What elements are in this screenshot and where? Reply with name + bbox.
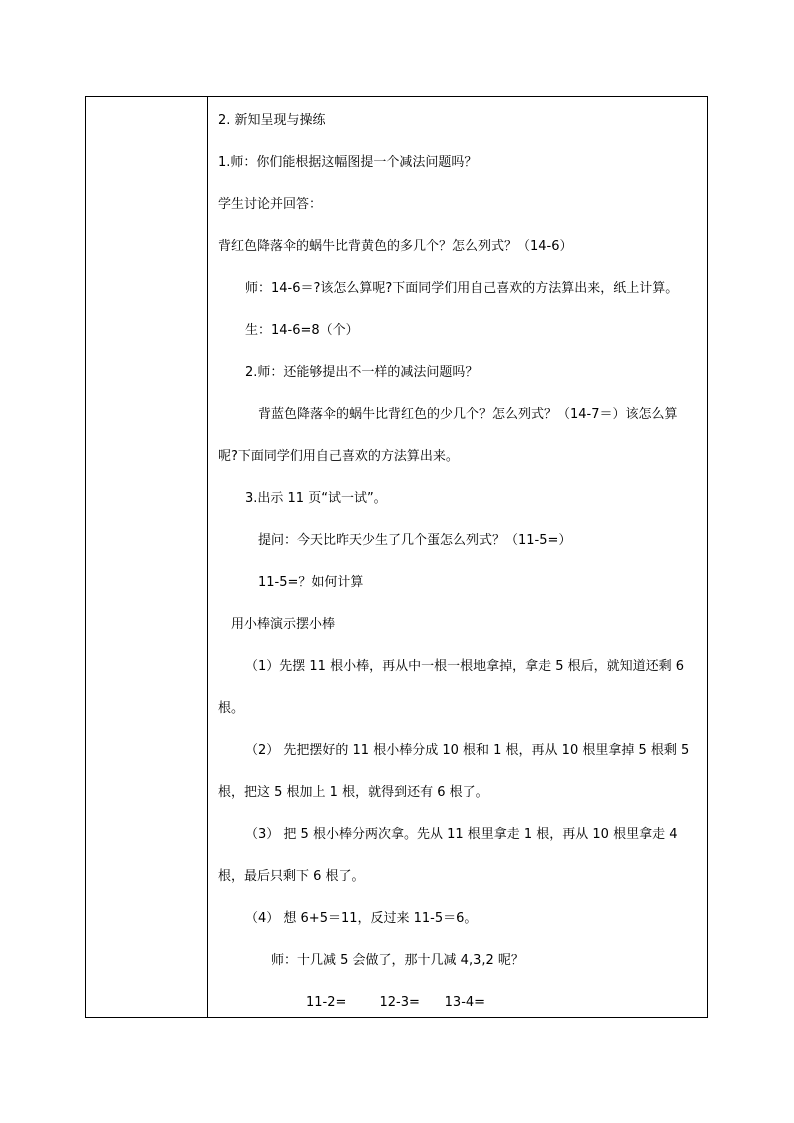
text-line: （3） 把 5 根小棒分两次拿。先从 11 根里拿走 1 根，再从 10 根里拿走 4: [245, 827, 678, 842]
text-line: （2） 先把摆好的 11 根小棒分成 10 根和 1 根，再从 10 根里拿掉 5 根剩 5: [245, 743, 690, 758]
text-line: 根，最后只剩下 6 根了。: [218, 869, 365, 884]
text-line: 学生讨论并回答：: [218, 197, 323, 212]
lesson-table: [85, 96, 708, 1018]
text-line: （1）先摆 11 根小棒，再从中一根一根地拿掉，拿走 5 根后，就知道还剩 6: [245, 659, 685, 674]
text-line: 3.出示 11 页“试一试”。: [245, 491, 387, 506]
text-line: （4） 想 6+5＝11，反过来 11-5＝6。: [245, 911, 478, 926]
text-line: 1.师：你们能根据这幅图提一个减法问题吗？: [218, 155, 478, 170]
text-line: 师：十几减 5 会做了，那十几减 4,3,2 呢？: [271, 953, 524, 968]
text-line: 师：14-6＝?该怎么算呢?下面同学们用自己喜欢的方法算出来，纸上计算。: [245, 281, 679, 296]
text-line: 根。: [218, 701, 245, 716]
text-line: 用小棒演示摆小棒: [231, 617, 336, 632]
section-heading: 2. 新知呈现与操练: [218, 113, 326, 128]
text-line: 2.师：还能够提出不一样的减法问题吗？: [245, 365, 479, 380]
text-line: 生：14-6=8（个）: [245, 323, 359, 338]
text-line: 背蓝色降落伞的蜗牛比背红色的少几个？怎么列式？（14-7＝）该怎么算: [258, 407, 678, 422]
text-line: 11-5=？如何计算: [258, 575, 364, 590]
table-left-cell: [86, 97, 208, 1017]
text-line: 背红色降落伞的蜗牛比背黄色的多几个？怎么列式？（14-6）: [218, 239, 573, 254]
text-line: 根，把这 5 根加上 1 根，就得到还有 6 根了。: [218, 785, 489, 800]
exercise-line: 11-2= 12-3= 13-4=: [306, 995, 486, 1010]
text-line: 提问：今天比昨天少生了几个蛋怎么列式？（11-5=）: [258, 533, 572, 548]
table-right-cell: [208, 97, 707, 1017]
text-line: 呢?下面同学们用自己喜欢的方法算出来。: [218, 449, 459, 464]
